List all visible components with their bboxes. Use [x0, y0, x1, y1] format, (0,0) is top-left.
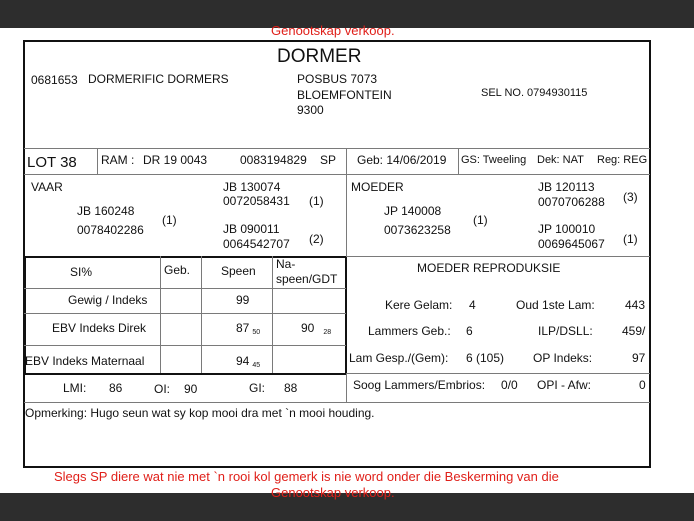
moeder-dam-number: 0069645067 — [538, 237, 605, 251]
gewig-speen: 99 — [236, 293, 250, 307]
direk-naspeen-sub: 28 — [323, 329, 332, 336]
footer-line1: Slegs SP diere wat nie met `n rooi kol gemerk is nie word onder die Beskerming van die — [54, 469, 559, 484]
op-value: 97 — [632, 351, 646, 365]
dek-status: Dek: NAT — [537, 154, 584, 166]
row-label-maternaal: EBV Indeks Maternaal — [25, 354, 145, 368]
repro-top — [346, 256, 650, 257]
kere-value: 4 — [469, 298, 476, 312]
perf-row-2 — [24, 313, 346, 314]
row-label-direk: EBV Indeks Direk — [52, 321, 147, 335]
vaar-sire-grade: (1) — [309, 194, 324, 208]
row-label-gewig: Gewig / Indeks — [68, 293, 148, 307]
vaar-dam-number: 0064542707 — [223, 237, 290, 251]
perf-col-3 — [272, 256, 273, 373]
maternaal-speen-sub: 45 — [252, 362, 261, 369]
ilp-label: ILP/DSLL: — [538, 324, 593, 338]
perf-row-3 — [24, 345, 346, 346]
col-naspeen-1: Na- — [276, 257, 296, 271]
divider-lot-bottom — [24, 174, 650, 175]
perf-table-bottom — [24, 373, 346, 375]
perf-col-2 — [201, 256, 202, 373]
moeder-sire-number: 0070706288 — [538, 195, 605, 209]
col-si: SI% — [70, 265, 93, 279]
maternaal-speen — [236, 354, 260, 373]
moeder-dam-grade: (1) — [623, 232, 638, 246]
divider-lot-2 — [346, 148, 347, 174]
vaar-id: JB 160248 — [77, 204, 135, 218]
vaar-sire-number: 0072058431 — [223, 194, 290, 208]
moeder-grade: (1) — [473, 213, 488, 227]
col-speen: Speen — [221, 264, 256, 278]
oi-label: OI: — [154, 382, 171, 396]
vaar-dam-id: JB 090011 — [223, 222, 280, 236]
perf-table-top — [24, 256, 346, 258]
op-label: OP Indeks: — [533, 351, 593, 365]
remark-text: Opmerking: Hugo seun wat sy kop mooi dra met `n mooi houding. — [25, 406, 375, 420]
maternaal-speen-value: 94 — [236, 354, 250, 368]
perf-col-1 — [160, 256, 161, 373]
perf-table-right — [345, 256, 347, 374]
ram-grade: SP — [320, 153, 337, 167]
footer-line2: Genootskap verkoop. — [271, 485, 395, 500]
moeder-sire-id: JB 120113 — [538, 180, 595, 194]
opi-label: OPI - Afw: — [537, 378, 592, 392]
vaar-sire-id: JB 130074 — [223, 180, 281, 194]
moeder-id: JP 140008 — [384, 204, 442, 218]
address-line1: POSBUS 7073 — [297, 72, 378, 86]
oud-value: 443 — [625, 298, 646, 312]
vaar-label: VAAR — [31, 180, 63, 194]
gesp-label: Lam Gesp./(Gem): — [349, 351, 449, 365]
lmi-value: 86 — [109, 381, 123, 395]
ram-label: RAM : — [101, 153, 135, 167]
ilp-value: 459/ — [622, 324, 646, 338]
catalog-card — [23, 40, 651, 468]
direk-speen-value: 87 — [236, 321, 250, 335]
lammers-value: 6 — [466, 324, 473, 338]
ram-id: DR 19 0043 — [143, 153, 208, 167]
kere-label: Kere Gelam: — [385, 298, 453, 312]
divider-lot-3 — [458, 148, 459, 174]
perf-row-1 — [24, 288, 346, 289]
oud-label: Oud 1ste Lam: — [516, 298, 595, 312]
vaar-grade: (1) — [162, 213, 177, 227]
address-line2: BLOEMFONTEIN — [297, 88, 392, 102]
soog-value: 0/0 — [501, 378, 518, 392]
moeder-label: MOEDER — [351, 180, 404, 194]
moeder-number: 0073623258 — [384, 223, 451, 237]
gi-value: 88 — [284, 381, 298, 395]
gi-label: GI: — [249, 381, 266, 395]
direk-naspeen-value: 90 — [301, 321, 315, 335]
col-naspeen-2: speen/GDT — [276, 272, 338, 286]
top-note: Genootskap verkoop. — [271, 23, 395, 38]
owner-id: 0681653 — [31, 73, 78, 87]
direk-speen — [236, 321, 260, 340]
repro-title: MOEDER REPRODUKSIE — [417, 261, 561, 275]
vaar-dam-grade: (2) — [309, 232, 324, 246]
divider-lot-top — [24, 148, 650, 149]
vaar-number: 0078402286 — [77, 223, 144, 237]
gesp-value: 6 (105) — [466, 351, 505, 365]
divider-remark — [24, 402, 650, 403]
lammers-label: Lammers Geb.: — [368, 324, 451, 338]
address-line3: 9300 — [297, 103, 324, 117]
lmi-label: LMI: — [63, 381, 87, 395]
divider-lot-1 — [97, 148, 98, 174]
ram-number: 0083194829 — [240, 153, 307, 167]
moeder-sire-grade: (3) — [623, 190, 638, 204]
col-geb: Geb. — [164, 263, 191, 277]
soog-label: Soog Lammers/Embrios: — [353, 378, 486, 392]
moeder-dam-id: JP 100010 — [538, 222, 596, 236]
gs-status: GS: Tweeling — [461, 154, 527, 166]
birth-date: Geb: 14/06/2019 — [357, 153, 447, 167]
opi-value: 0 — [639, 378, 646, 392]
owner-name: DORMERIFIC DORMERS — [88, 72, 229, 86]
direk-naspeen — [301, 321, 331, 340]
reg-status: Reg: REG — [597, 154, 648, 166]
lot-number: LOT 38 — [27, 154, 77, 171]
sel-no: SEL NO. 0794930115 — [481, 87, 588, 99]
card-title: DORMER — [277, 46, 362, 67]
direk-speen-sub: 50 — [252, 329, 261, 336]
repro-bottom — [346, 373, 650, 374]
oi-value: 90 — [184, 382, 198, 396]
